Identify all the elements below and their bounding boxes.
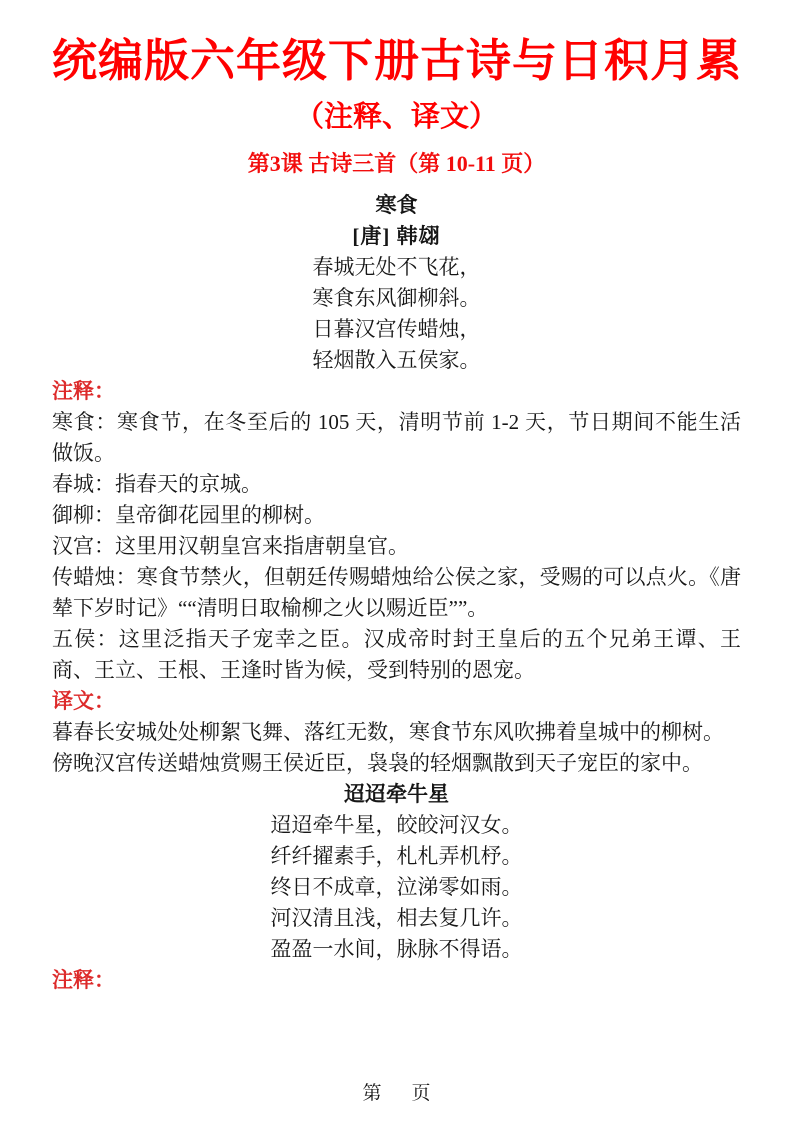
poem-line: 春城无处不飞花， [312,255,481,279]
note-item: 五侯：这里泛指天子宠幸之臣。汉成帝时封王皇后的五个兄弟王谭、王商、王立、王根、王逢时皆为候，受到特别的恩宠。 [52,627,741,682]
page-subtitle: （注释、译文） [294,101,498,133]
note-item: 传蜡烛：寒食节禁火，但朝廷传赐蜡烛给公侯之家，受赐的可以点火。《唐辇下岁时记》““清明日取榆柳之火以赐近臣””。 [52,565,741,620]
poem-author: [唐] 韩翃 [352,224,441,248]
lesson-heading: 第3课 古诗三首（第 10-11 页） [247,151,546,176]
poem-line: 纤纤擢素手，札札弄机杼。 [270,844,523,868]
poem-hanshi [52,190,741,376]
page-title: 统编版六年级下册古诗与日积月累 [52,35,743,86]
note-item: 寒食：寒食节，在冬至后的 105 天，清明节前 1-2 天，节日期间不能生活做饭。 [52,410,741,465]
translation-section [52,717,741,779]
translation-item: 傍晚汉宫传送蜡烛赏赐王侯近臣，袅袅的轻烟飘散到天子宠臣的家中。 [52,751,703,775]
poem-line: 日暮汉宫传蜡烛， [312,317,481,341]
notes-section [52,407,741,686]
poem-title: 寒食 [375,193,418,217]
poem-tiaotiao [52,779,741,965]
poem-line: 轻烟散入五侯家。 [312,348,481,372]
poem-title: 迢迢牵牛星 [344,782,449,806]
poem-line: 河汉清且浅，相去复几许。 [270,906,523,930]
translation-label: 译文： [52,689,115,713]
note-item: 御柳：皇帝御花园里的柳树。 [52,503,325,527]
notes-label: 注释： [52,379,115,403]
poem-line: 迢迢牵牛星，皎皎河汉女。 [270,813,523,837]
page-footer [0,1078,793,1105]
poem-line: 盈盈一水间，脉脉不得语。 [270,937,523,961]
translation-item: 暮春长安城处处柳絮飞舞、落红无数，寒食节东风吹拂着皇城中的柳树。 [52,720,724,744]
poem-line: 寒食东风御柳斜。 [312,286,481,310]
footer-page-prefix: 第 [362,1083,382,1104]
poem-line: 终日不成章，泣涕零如雨。 [270,875,523,899]
footer-page-suffix: 页 [411,1083,431,1104]
note-item: 春城：指春天的京城。 [52,472,262,496]
note-item: 汉宫：这里用汉朝皇宫来指唐朝皇官。 [52,534,409,558]
notes-label-2: 注释： [52,968,115,992]
